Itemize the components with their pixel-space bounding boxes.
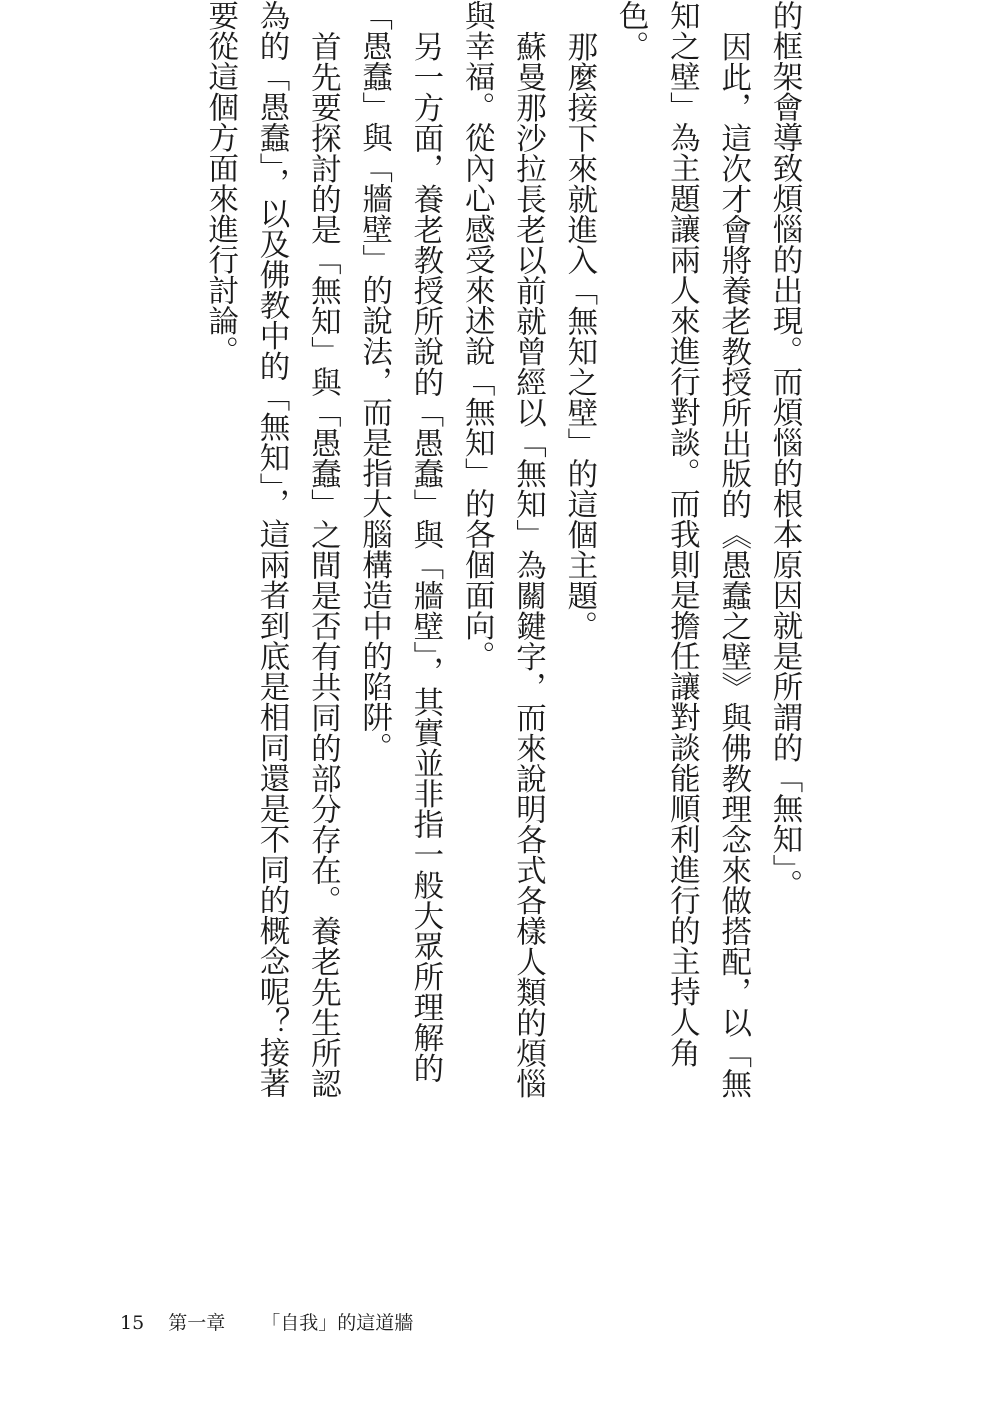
paragraph-1: 的框架會導致煩惱的出現。而煩惱的根本原因就是所謂的「無知」。 — [767, 0, 802, 900]
paragraph-4: 蘇曼那沙拉長老以前就曾經以「無知」為關鍵字，而來說明各式各樣人類的煩惱與幸福。從內心感受來述說「無知」的各個面向。 — [459, 0, 546, 1098]
paragraph-3: 那麼接下來就進入「無知之壁」的這個主題。 — [561, 30, 597, 641]
running-footer — [120, 1308, 413, 1335]
chapter-title: 「自我」的這道牆 — [261, 1312, 414, 1334]
paragraph-6: 首先要探討的是「無知」與「愚蠢」之間是否有共同的部分存在。養老先生所認為的「愚蠢」，以及佛教中的「無知」，這兩者到底是相同還是不同的概念呢？接著要從這個方面來進行討論。 — [202, 0, 341, 1098]
page-number: 15 — [120, 1312, 145, 1334]
body-text — [194, 0, 810, 1112]
paragraph-5: 另一方面，養老教授所說的「愚蠢」與「牆壁」，其實並非指一般大眾所理解的「愚蠢」與「牆壁」的說法，而是指大腦構造中的陷阱。 — [356, 0, 443, 1083]
chapter-label: 第一章 — [168, 1312, 226, 1334]
paragraph-2: 因此，這次才會將養老教授所出版的《愚蠢之壁》與佛教理念來做搭配，以「無知之壁」為主題讓兩人來進行對談。而我則是擔任讓對談能順利進行的主持人角色。 — [613, 0, 751, 1098]
